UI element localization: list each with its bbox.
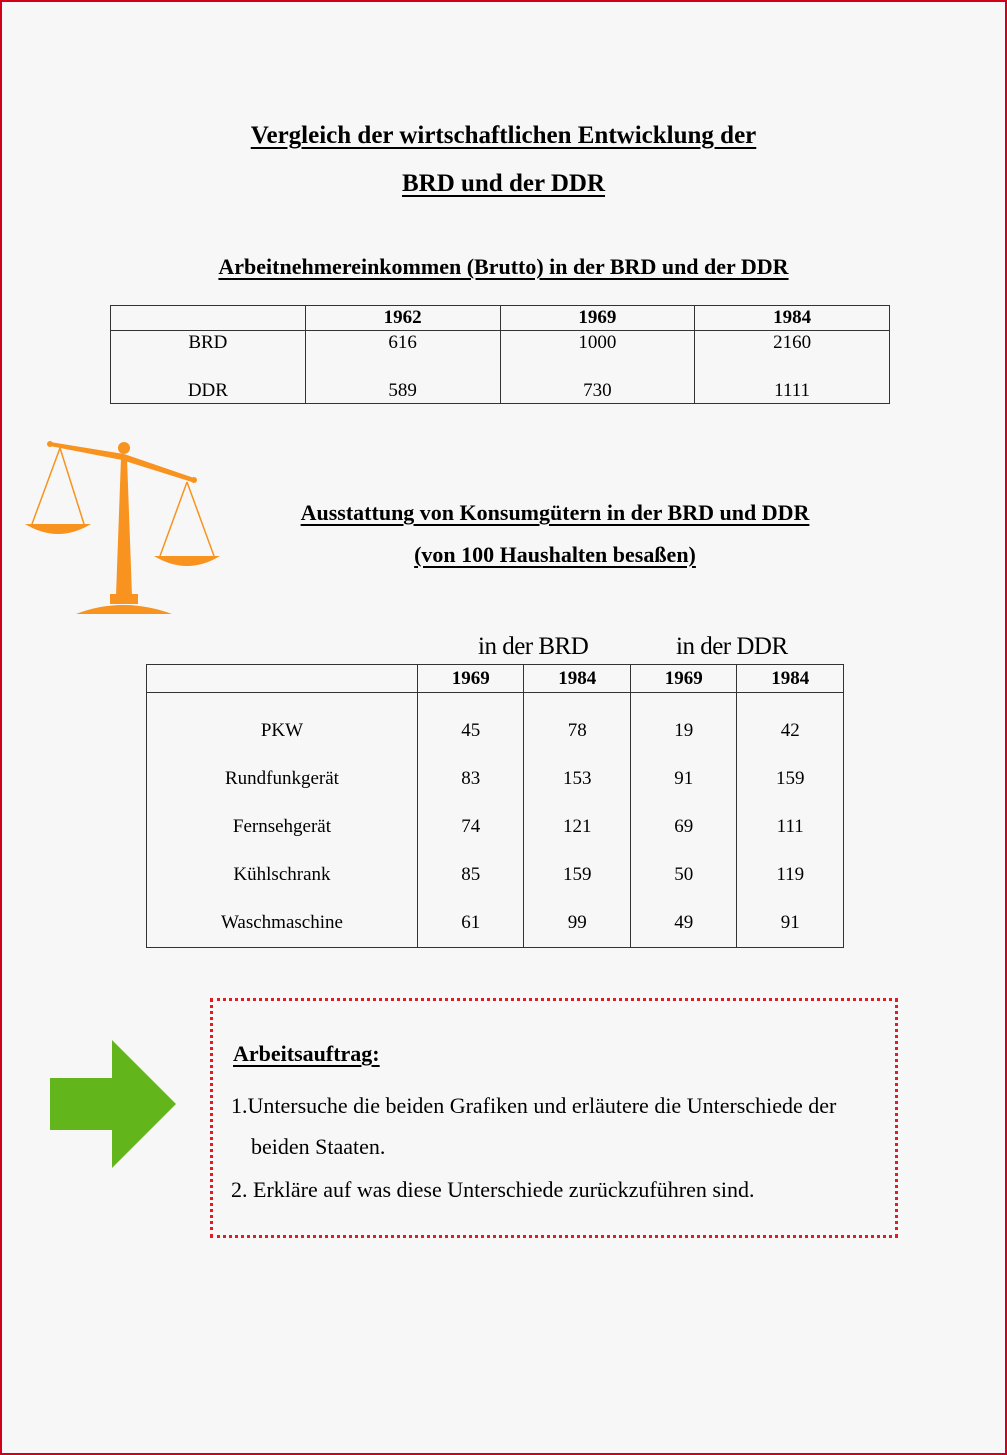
table-row: [147, 803, 844, 851]
income-header-1984: 1984: [695, 306, 890, 331]
cell-value: 121: [524, 803, 631, 851]
task-box: [210, 998, 898, 1238]
cell-value: 42: [737, 693, 844, 756]
cell-value: 78: [524, 693, 631, 756]
income-value: 616: [388, 332, 417, 353]
table-row: [147, 693, 844, 756]
consumer-section-subtitle: (von 100 Haushalten besaßen): [414, 542, 696, 567]
income-value: 1111: [774, 380, 811, 401]
table-row: [147, 851, 844, 899]
group-label-ddr: in der DDR: [676, 633, 788, 660]
cell-value: 85: [417, 851, 524, 899]
cell-value: 153: [524, 755, 631, 803]
consumer-header-empty: [147, 665, 418, 693]
cell-value: 91: [630, 755, 737, 803]
consumer-section-title: Ausstattung von Konsumgütern in der BRD und DDR: [300, 500, 810, 525]
consumer-goods-table: [146, 664, 844, 948]
cell-value: 69: [630, 803, 737, 851]
cell-value: 45: [417, 693, 524, 756]
income-label-cell: [111, 331, 306, 404]
income-table: [110, 305, 890, 404]
income-header-empty: [111, 306, 306, 331]
consumer-header-brd-1984: 1984: [524, 665, 631, 693]
right-arrow-icon: [48, 1038, 178, 1170]
cell-value: 119: [737, 851, 844, 899]
income-value: 589: [388, 380, 417, 401]
row-label: Waschmaschine: [147, 899, 418, 948]
cell-value: 99: [524, 899, 631, 948]
balance-scale-icon: [22, 436, 227, 618]
row-label: Kühlschrank: [147, 851, 418, 899]
cell-value: 61: [417, 899, 524, 948]
page-title-line-1: Vergleich der wirtschaftlichen Entwicklung der: [250, 122, 757, 149]
income-value: 2160: [773, 332, 812, 353]
group-label-brd: in der BRD: [478, 633, 589, 660]
table-row: [147, 899, 844, 948]
income-value: 730: [583, 380, 612, 401]
consumer-header-brd-1969: 1969: [417, 665, 524, 693]
income-row-label-brd: BRD: [188, 332, 228, 353]
cell-value: 159: [524, 851, 631, 899]
page-title-line-2: BRD und der DDR: [401, 170, 606, 197]
income-header-1962: 1962: [305, 306, 500, 331]
row-label: PKW: [147, 693, 418, 756]
income-1984-cell: [695, 331, 890, 404]
row-label: Rundfunkgerät: [147, 755, 418, 803]
row-label: Fernsehgerät: [147, 803, 418, 851]
cell-value: 74: [417, 803, 524, 851]
consumer-header-ddr-1984: 1984: [737, 665, 844, 693]
task-title: Arbeitsauftrag:: [233, 1041, 380, 1066]
cell-value: 19: [630, 693, 737, 756]
cell-value: 50: [630, 851, 737, 899]
cell-value: 49: [630, 899, 737, 948]
cell-value: 111: [737, 803, 844, 851]
task-item-2: 2. Erkläre auf was diese Unterschiede zurückzuführen sind.: [231, 1177, 755, 1202]
task-item-1-line-1: 1.Untersuche die beiden Grafiken und erläutere die Unterschiede der: [231, 1093, 837, 1118]
table-row: [147, 755, 844, 803]
income-section-title: Arbeitnehmereinkommen (Brutto) in der BRD und der DDR: [218, 254, 789, 279]
task-item-1-line-2: beiden Staaten.: [251, 1134, 386, 1159]
income-value: 1000: [578, 332, 617, 353]
income-1962-cell: [305, 331, 500, 404]
cell-value: 159: [737, 755, 844, 803]
cell-value: 83: [417, 755, 524, 803]
cell-value: 91: [737, 899, 844, 948]
income-1969-cell: [500, 331, 695, 404]
income-row-label-ddr: DDR: [187, 380, 228, 401]
consumer-header-ddr-1969: 1969: [630, 665, 737, 693]
income-header-1969: 1969: [500, 306, 695, 331]
